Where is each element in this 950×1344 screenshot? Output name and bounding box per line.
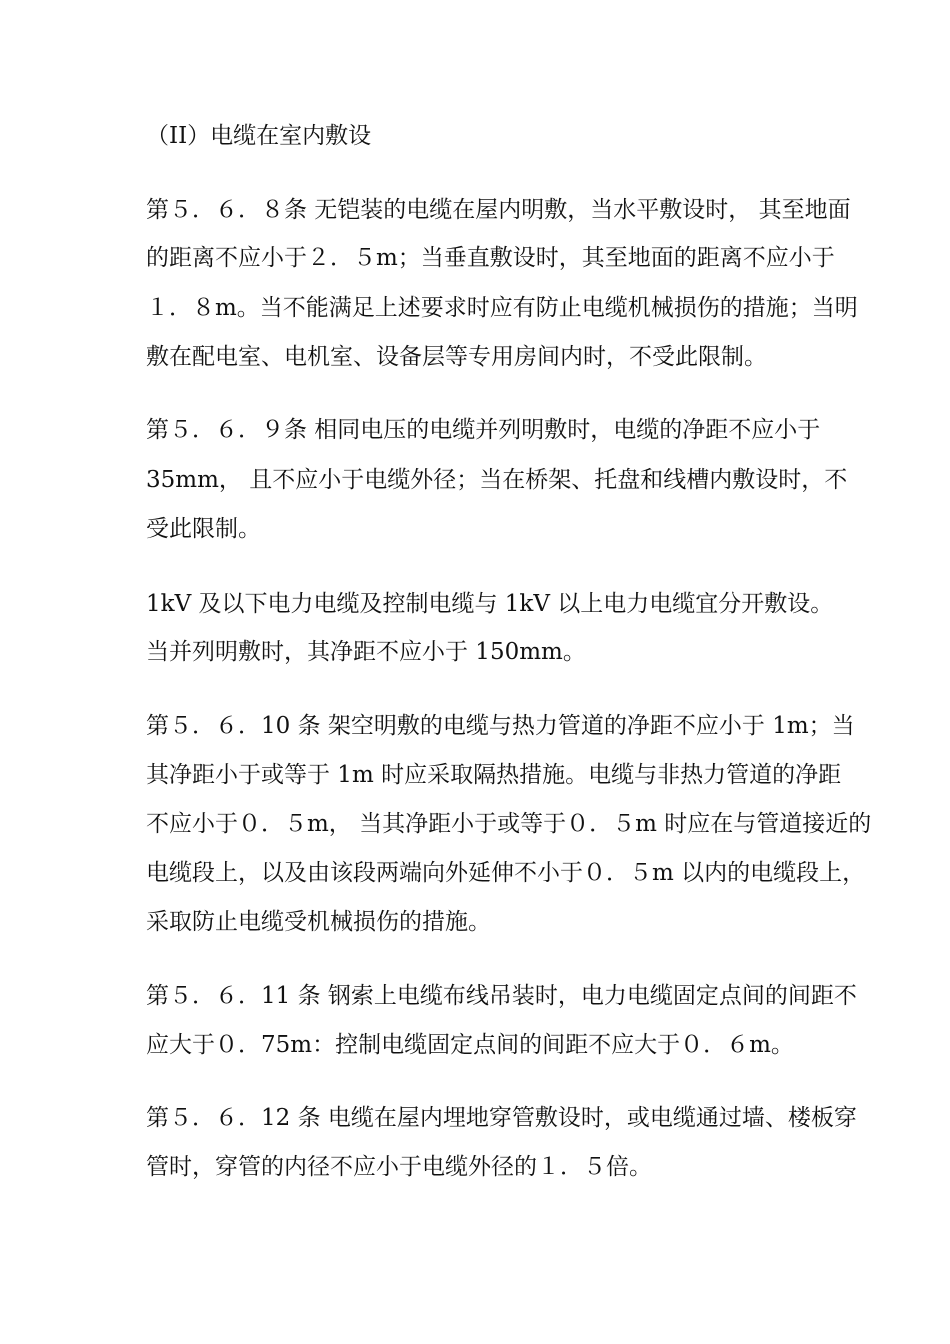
paragraph-5-6-10-line-4: 电缆段上，以及由该段两端向外延伸不小于０．５m 以内的电缆段上， <box>146 860 866 886</box>
paragraph-5-6-12-line-2: 管时，穿管的内径不应小于电缆外径的１．５倍。 <box>146 1154 652 1180</box>
section-heading: （II）电缆在室内敷设 <box>146 123 372 149</box>
paragraph-5-6-11-line-2: 应大于０．75m：控制电缆固定点间的间距不应大于０．６m。 <box>146 1032 794 1058</box>
paragraph-5-6-9-line-2: 35mm， 且不应小于电缆外径；当在桥架、托盘和线槽内敷设时，不 <box>146 467 848 493</box>
paragraph-5-6-10-line-5: 采取防止电缆受机械损伤的措施。 <box>146 909 491 935</box>
paragraph-5-6-8-line-4: 敷在配电室、电机室、设备层等专用房间内时，不受此限制。 <box>146 344 767 370</box>
paragraph-5-6-8-line-1: 第５．６．８条 无铠装的电缆在屋内明敷，当水平敷设时， 其至地面 <box>146 197 851 223</box>
paragraph-5-6-12-line-1: 第５．６．12 条 电缆在屋内埋地穿管敷设时，或电缆通过墙、楼板穿 <box>146 1105 857 1131</box>
paragraph-5-6-10-line-2: 其净距小于或等于 1m 时应采取隔热措施。电缆与非热力管道的净距 <box>146 762 842 788</box>
paragraph-1kv-line-2: 当并列明敷时，其净距不应小于 150mm。 <box>146 639 586 665</box>
paragraph-5-6-10-line-3: 不应小于０．５m， 当其净距小于或等于０．５m 时应在与管道接近的 <box>146 811 872 837</box>
paragraph-5-6-8-line-2: 的距离不应小于２．５m；当垂直敷设时，其至地面的距离不应小于 <box>146 245 835 271</box>
paragraph-5-6-10-line-1: 第５．６．10 条 架空明敷的电缆与热力管道的净距不应小于 1m；当 <box>146 713 855 739</box>
paragraph-5-6-9-line-1: 第５．６．９条 相同电压的电缆并列明敷时，电缆的净距不应小于 <box>146 417 821 443</box>
paragraph-1kv-line-1: 1kV 及以下电力电缆及控制电缆与 1kV 以上电力电缆宜分开敷设。 <box>146 591 834 617</box>
paragraph-5-6-11-line-1: 第５．６．11 条 钢索上电缆布线吊装时，电力电缆固定点间的间距不 <box>146 983 857 1009</box>
paragraph-5-6-9-line-3: 受此限制。 <box>146 516 261 542</box>
paragraph-5-6-8-line-3: １．８m。当不能满足上述要求时应有防止电缆机械损伤的措施；当明 <box>146 295 858 321</box>
